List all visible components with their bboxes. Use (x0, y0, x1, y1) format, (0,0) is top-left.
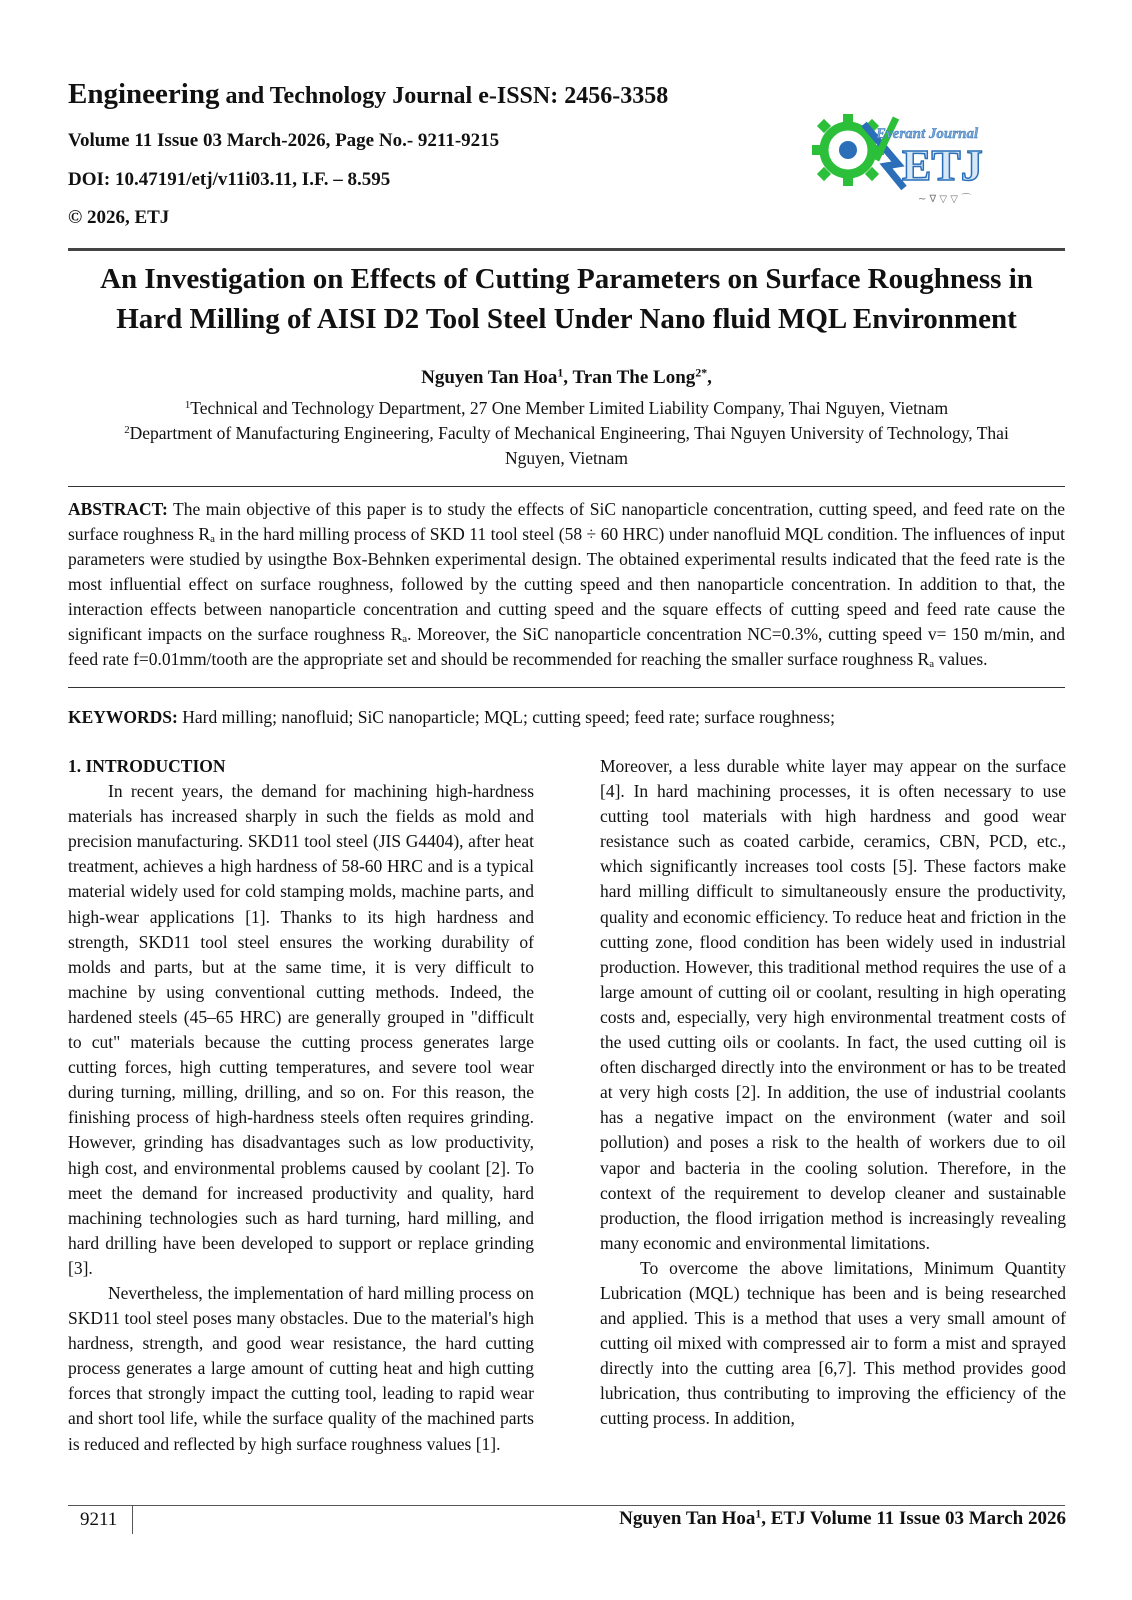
authors (68, 367, 1065, 389)
journal-title-first: Engineering (68, 78, 220, 110)
keywords (68, 705, 1065, 729)
title-line-2: Hard Milling of AISI D2 Tool Steel Under Nano fluid MQL Environment (116, 303, 1017, 335)
abstract: ABSTRACT: The main objective of this paper is to study the effects of SiC nanoparticle concentration, cutting speed, and feed rate on the surface roughness $R_a$ in the hard milling process of SKD 11 tool steel (58 ÷ 60 HRC) under nanofluid MQL condition. The influences of input parameters were studied by usingthe Box-Behnken experimental design. The obtained experimental results indicated that the feed rate is the most influential effect on surface roughness, followed by the cutting speed and then nanoparticle concentration. In addition to that, the interaction effects between nanoparticle concentration and cutting speed and the square effects of cutting speed and feed rate cause the significant impacts on the surface roughness $R_a$. Moreover, the SiC nanoparticle concentration NC=0.3%, cutting speed v= 150 m/min, and feed rate f=0.01mm/tooth are the appropriate set and should be recommended for reaching the smaller surface roughness $R_a$ values. (68, 499, 1066, 671)
abstract-bottom-rule (68, 687, 1065, 688)
author-end: , (707, 367, 712, 388)
logo-text-big: ETJ (902, 141, 983, 190)
affiliation-2-cont: Nguyen, Vietnam (504, 448, 629, 468)
journal-title-rest: and Technology Journal e-ISSN: 2456-3358 (219, 83, 669, 109)
body-column-left (68, 754, 534, 1457)
journal-title (68, 78, 668, 111)
doi-line: DOI: 10.47191/etj/v11i03.11, I.F. – 8.595 (68, 169, 391, 190)
svg-text:~ ∇ ▽ ▽ ⌒: ~ ∇ ▽ ▽ ⌒ (918, 194, 972, 205)
logo-text-small: Everant Journal (876, 126, 979, 142)
keywords-text: Hard milling; nanofluid; SiC nanoparticle; MQL; cutting speed; feed rate; surface roughness; (177, 707, 835, 727)
affiliations (68, 396, 1065, 471)
paper-title (68, 259, 1065, 339)
author-2: Tran The Long (572, 367, 696, 388)
page-number: 9211 (80, 1509, 118, 1530)
header-rule (68, 248, 1065, 251)
volume-line: Volume 11 Issue 03 March-2026, Page No.- 9211-9215 (68, 130, 500, 151)
abstract-top-rule (68, 486, 1065, 487)
body-column-right (600, 754, 1066, 1432)
journal-logo (806, 104, 1018, 210)
running-footer: Nguyen Tan Hoa$^1$, ETJ Volume 11 Issue 03 March 2026 (619, 1507, 1066, 1529)
abstract-label: ABSTRACT: (68, 499, 168, 519)
page-number-divider (132, 1506, 133, 1534)
affiliation-2: $^2$Department of Manufacturing Engineering, Faculty of Mechanical Engineering, Thai Nguyen University of Technology, Thai (124, 423, 1009, 443)
author-2-sup: 2* (695, 366, 708, 380)
keywords-label: KEYWORDS: (68, 707, 178, 727)
paragraph: In recent years, the demand for machining high-hardness materials has increased sharply in such the fields as mold and precision manufacturing. SKD11 tool steel (JIS G4404), after heat treatment, achieves a high hardness of 58-60 HRC and is a typical material widely used for cold stamping molds, machine parts, and high-wear applications [1]. Thanks to its high hardness and strength, SKD11 tool steel ensures the working durability of molds and parts, but at the same time, it is very difficult to machine by using conventional cutting methods. Indeed, the hardened steels (45–65 HRC) are generally grouped in "difficult to cut" materials because the cutting process generates large cutting forces, high cutting temperatures, and severe tool wear during turning, milling, drilling, and so on. For this reason, the finishing process of high-hardness steels often requires grinding. However, grinding has disadvantages such as low productivity, high cost, and environmental problems caused by coolant [2]. To meet the demand for increased productivity and quality, hard machining technologies such as hard turning, hard milling, and hard drilling have been developed to support or replace grinding [3]. (68, 781, 534, 1278)
footer-rule (68, 1505, 1065, 1506)
paragraph: Moreover, a less durable white layer may appear on the surface [4]. In hard machining processes, it is often necessary to use cutting tool materials with high hardness and good wear resistance such as coated carbide, ceramics, CBN, PCD, etc., which significantly increases tool costs [5]. These factors make hard milling difficult to simultaneously ensure the productivity, quality and economic efficiency. To reduce heat and friction in the cutting zone, flood condition has been widely used in industrial production. However, this traditional method requires the use of a large amount of cutting oil or coolant, resulting in high operating costs and, especially, very high environmental treatment costs of the used cutting oils or coolants. In fact, the used cutting oil is often discharged directly into the environment or has to be treated at very high costs [2]. In addition, the use of industrial coolants has a negative impact on the environment (water and soil pollution) and poses a risk to the health of workers due to oil vapor and bacteria in the cooling solution. Therefore, in the context of the requirement to develop cleaner and sustainable production, the flood irrigation method is increasingly revealing many economic and environmental limitations. (600, 756, 1066, 1253)
copyright-line: © 2026, ETJ (68, 207, 170, 228)
title-line-1: An Investigation on Effects of Cutting Parameters on Surface Roughness in (100, 263, 1033, 295)
author-1: Nguyen Tan Hoa (421, 367, 558, 388)
gear-icon (812, 114, 884, 186)
paragraph: Nevertheless, the implementation of hard milling process on SKD11 tool steel poses many obstacles. Due to the material's high hardness, strength, and good wear resistance, the hard cutting process generates a large amount of cutting heat and high cutting forces that strongly impact the cutting tool, leading to rapid wear and short tool life, while the surface quality of the machined parts is reduced and reflected by high surface roughness values [1]. (68, 1282, 534, 1454)
affiliation-1: $^1$Technical and Technology Department, 27 One Member Limited Liability Company, Thai Nguyen, Vietnam (184, 398, 949, 418)
section-heading: 1. INTRODUCTION (68, 756, 226, 776)
paragraph: To overcome the above limitations, Minimum Quantity Lubrication (MQL) technique has been and is being researched and applied. This is a method that uses a very small amount of cutting oil mixed with compressed air to form a mist and sprayed directly into the cutting area [6,7]. This method provides good lubrication, thus contributing to improving the efficiency of the cutting process. In addition, (600, 1257, 1066, 1429)
author-1-sup: 1 (557, 366, 564, 380)
author-sep: , (563, 367, 573, 388)
